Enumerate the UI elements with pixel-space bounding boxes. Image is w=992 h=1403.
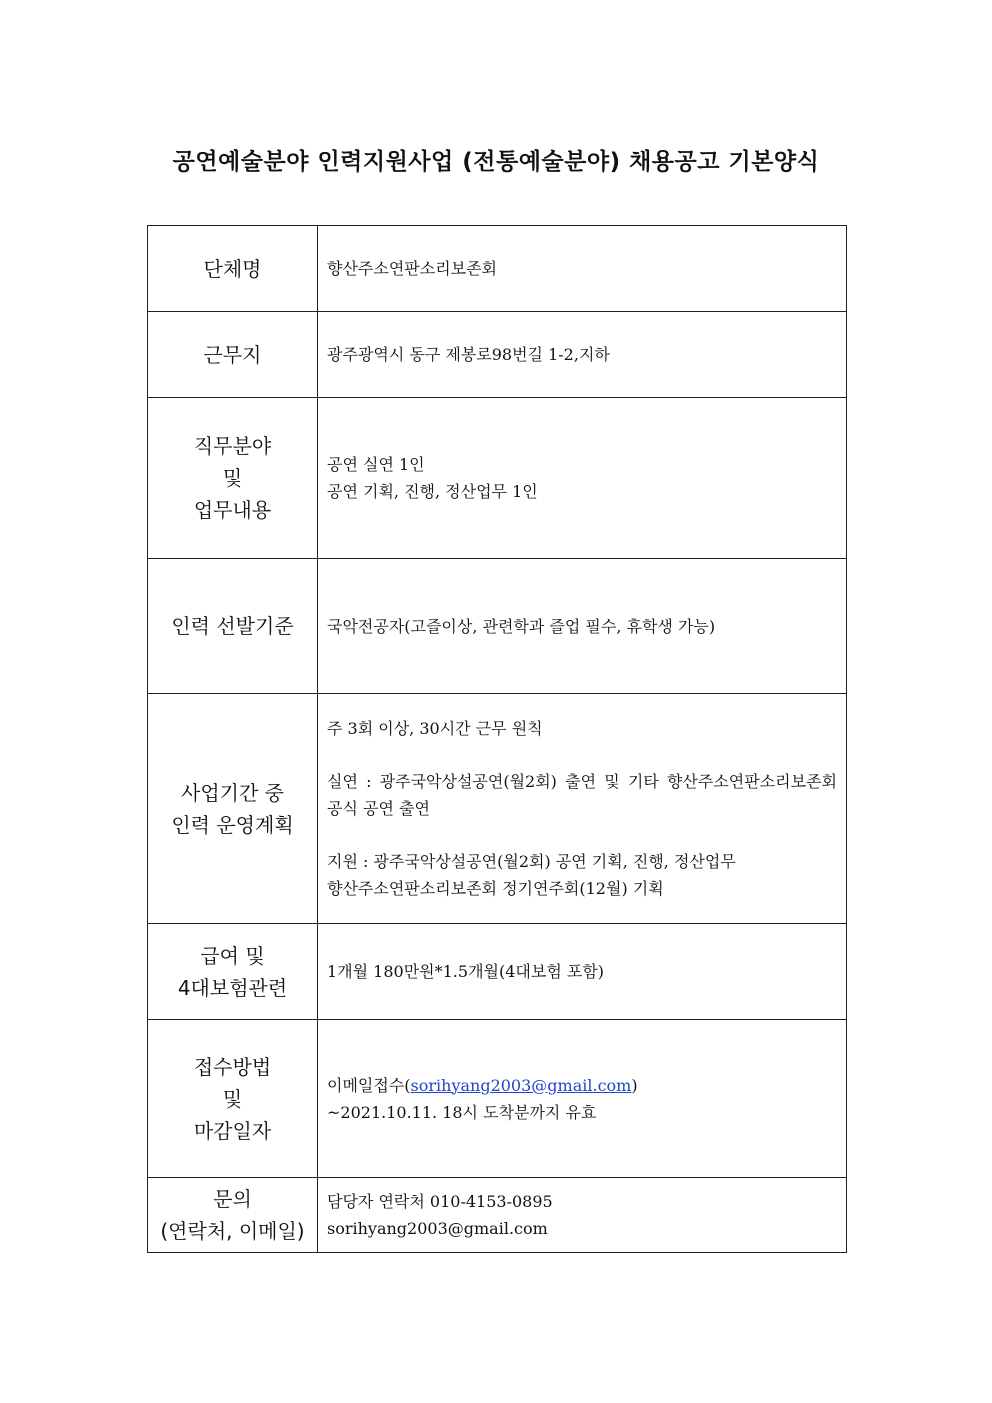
salary-label-line: 급여 및 [200, 943, 265, 968]
duty-label-line: 및 [222, 466, 243, 490]
plan-paragraph-3-line-2: 향산주소연판소리보존회 정기연주회(12월) 기획 [327, 879, 664, 898]
plan-paragraph-2: 실연 : 광주국악상설공연(월2회) 출연 및 기타 향산주소연판소리보존회 공식 공연 출연 [327, 772, 837, 818]
plan-value [318, 694, 847, 924]
duty-label [148, 398, 318, 559]
row-operation-plan [148, 694, 847, 924]
apply-label-line: 접수방법 [193, 1054, 272, 1079]
row-criteria [148, 559, 847, 694]
contact-label-line: (연락처, 이메일) [160, 1219, 305, 1243]
plan-paragraph-1: 주 3회 이상, 30시간 근무 원칙 [327, 719, 543, 738]
contact-label-line: 문의 [213, 1187, 252, 1211]
apply-method [327, 1072, 837, 1099]
apply-email-link[interactable]: sorihyang2003@gmail.com [410, 1075, 632, 1095]
row-salary [148, 924, 847, 1020]
plan-paragraph-3-line-1: 지원 : 광주국악상설공연(월2회) 공연 기획, 진행, 정산업무 [327, 852, 736, 871]
apply-value [318, 1020, 847, 1178]
criteria-value: 국악전공자(고즐이상, 관련학과 즐업 필수, 휴학생 가능) [318, 559, 847, 694]
duty-label-line: 업무내용 [193, 498, 272, 522]
contact-email: sorihyang2003@gmail.com [327, 1219, 548, 1238]
plan-label [148, 694, 318, 924]
recruitment-form-table [147, 225, 847, 1253]
salary-value: 1개월 180만원*1.5개월(4대보험 포함) [318, 924, 847, 1020]
apply-label [148, 1020, 318, 1178]
apply-deadline: ~2021.10.11. 18시 도착분까지 유효 [327, 1102, 597, 1122]
apply-label-line: 및 [222, 1086, 243, 1111]
duty-label-line: 직무분야 [193, 434, 272, 458]
plan-label-line: 사업기간 중 [181, 780, 284, 805]
row-organization [148, 226, 847, 312]
duty-item: 공연 기획, 진행, 정산업무 1인 [327, 482, 538, 501]
duty-item: 공연 실연 1인 [327, 455, 425, 474]
row-contact [148, 1178, 847, 1253]
page-title: 공연예술분야 인력지원사업 (전통예술분야) 채용공고 기본양식 [172, 149, 820, 175]
duty-value [318, 398, 847, 559]
organization-label: 단체명 [148, 226, 318, 312]
apply-label-line: 마감일자 [193, 1118, 272, 1143]
salary-label [148, 924, 318, 1020]
plan-label-line: 인력 운영계획 [171, 812, 294, 837]
apply-suffix: ) [631, 1075, 638, 1095]
row-workplace [148, 312, 847, 398]
contact-value [318, 1178, 847, 1253]
workplace-value: 광주광역시 동구 제봉로98번길 1-2,지하 [318, 312, 847, 398]
salary-label-line: 4대보험관련 [177, 975, 288, 1000]
apply-prefix: 이메일접수( [327, 1075, 411, 1095]
row-duty [148, 398, 847, 559]
workplace-label: 근무지 [148, 312, 318, 398]
organization-value: 향산주소연판소리보존회 [318, 226, 847, 312]
row-application [148, 1020, 847, 1178]
contact-phone: 담당자 연락처 010-4153-0895 [327, 1192, 553, 1211]
contact-label [148, 1178, 318, 1253]
criteria-label: 인력 선발기준 [148, 559, 318, 694]
